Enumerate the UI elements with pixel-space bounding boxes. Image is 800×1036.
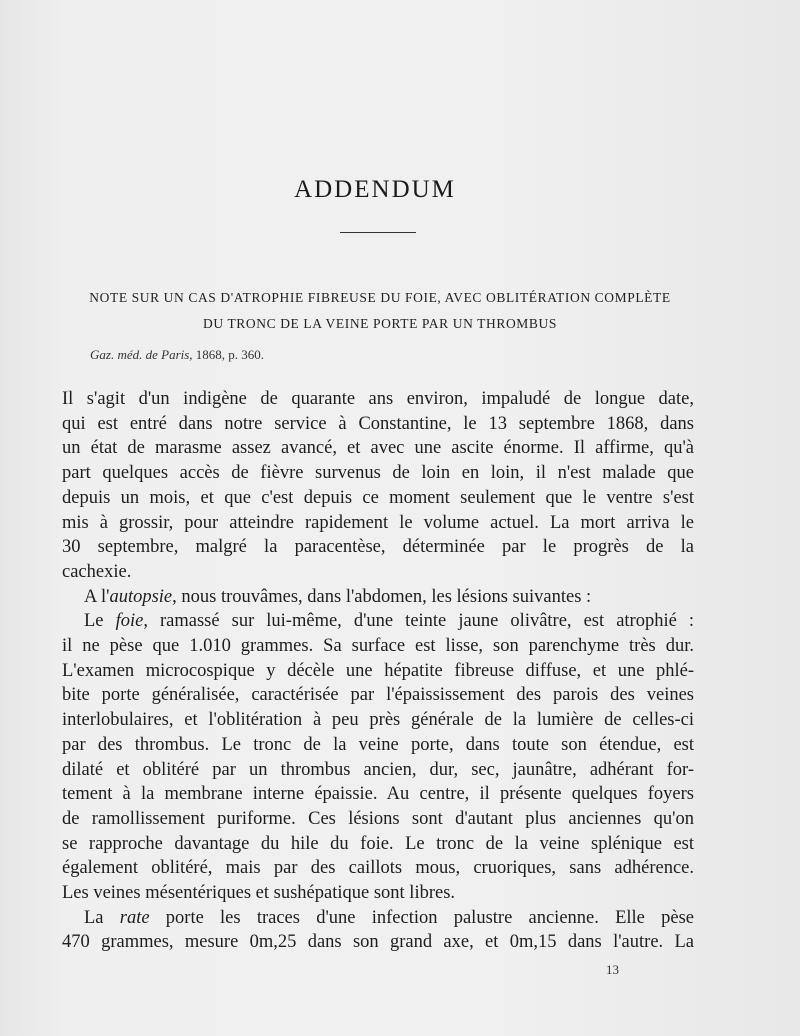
text-run: , nous trouvâmes, dans l'abdomen, les lésions suivantes : [172,586,592,607]
title-divider [340,232,416,233]
text-line: Les veines mésentériques et sushépatique sont libres. [62,883,456,904]
page-title: ADDENDUM [294,176,456,203]
text-line: dilaté et oblitéré par un thrombus ancien, dur, sec, jaunâtre, adhérant for- [62,759,694,780]
source-details: , 1868, p. 360. [189,347,265,362]
text-line: part quelques accès de fièvre survenus de loin en loin, il n'est malade que [62,463,694,484]
text-line [62,906,694,931]
text-line: Il s'agit d'un indigène de quarante ans environ, impaludé de longue date, [62,389,694,409]
italic-term-autopsie: autopsie [109,586,173,607]
text-line: par des thrombus. Le tronc de la veine porte, dans toute son étendue, est [62,734,694,755]
text-line: bite porte généralisée, caractérisée par l'épaississement des parois des veines [62,685,694,706]
source-citation [90,347,264,363]
text-run: A l' [84,586,110,607]
text-line [62,585,694,610]
source-journal: Gaz. méd. de Paris [90,347,190,362]
text-line: un état de marasme assez avancé, et avec une ascite énorme. Il affirme, qu'à [62,438,694,459]
subheading-line-1: NOTE SUR UN CAS D'ATROPHIE FIBREUSE DU FOIE, AVEC OBLITÉRATION COMPLÈTE [89,290,671,305]
subheading-line-2: DU TRONC DE LA VEINE PORTE PAR UN THROMBUS [203,316,557,331]
text-run: Le [84,611,116,632]
text-line [62,609,694,634]
text-line: il ne pèse que 1.010 grammes. Sa surface est lisse, son parenchyme très dur. [62,636,694,657]
text-run: La [84,907,120,928]
text-run: porte les traces d'une infection palustre ancienne. Elle pèse [149,907,694,928]
page-number: 13 [606,962,619,977]
italic-term-foie: foie [115,611,144,632]
text-line: tement à la membrane interne épaissie. Au centre, il présente quelques foyers [62,784,694,805]
text-line: mis à grossir, pour atteindre rapidement le volume actuel. La mort arriva le [62,512,694,533]
text-line: cachexie. [62,561,132,582]
text-line: qui est entré dans notre service à Constantine, le 13 septembre 1868, dans [62,413,694,434]
body-text [62,387,694,955]
text-line: se rapproche davantage du hile du foie. Le tronc de la veine splénique est [62,833,694,854]
italic-term-rate: rate [119,907,150,928]
text-line: 30 septembre, malgré la paracentèse, déterminée par le progrès de la [62,537,694,558]
text-line: depuis un mois, et que c'est depuis ce moment seulement que le ventre s'est [62,487,694,508]
text-line: 470 grammes, mesure 0m,25 dans son grand axe, et 0m,15 dans l'autre. La [62,932,694,953]
text-line: L'examen microcospique y décèle une hépatite fibreuse diffuse, et une phlé- [62,660,694,681]
text-line: de ramollissement puriforme. Ces lésions sont d'autant plus anciennes qu'on [62,808,694,829]
text-line: interlobulaires, et l'oblitération à peu près générale de la lumière de celles-ci [62,710,694,731]
text-run: , ramassé sur lui-même, d'une teinte jaune olivâtre, est atrophié : [143,611,694,632]
text-line: également oblitéré, mais par des caillots mous, cruoriques, sans adhérence. [62,858,694,879]
